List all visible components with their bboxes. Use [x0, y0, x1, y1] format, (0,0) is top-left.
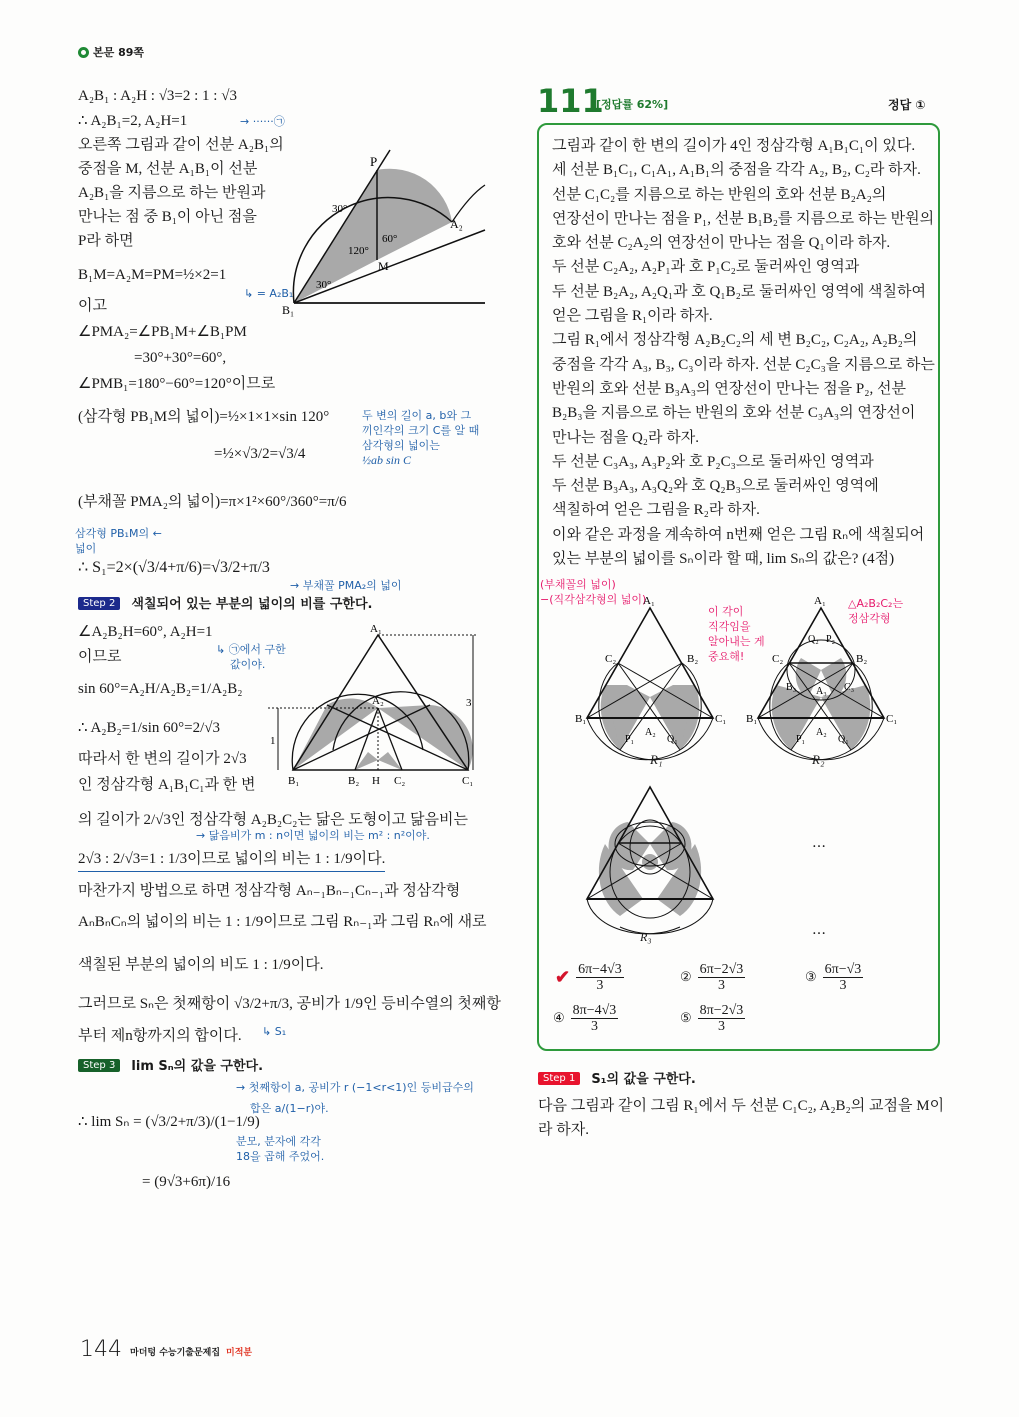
text-line: (부채꼴 PMA₂의 넓이)=π×1²×60°/360°=π/6	[78, 494, 347, 510]
page-number: 144	[80, 1337, 122, 1362]
text-line: 만나는 점 중 B₁이 아닌 점을	[78, 209, 257, 225]
svg-text:30°: 30°	[316, 279, 332, 291]
svg-text:A₁: A₁	[643, 595, 655, 607]
svg-text:60°: 60°	[382, 233, 398, 245]
svg-text:1: 1	[270, 735, 276, 747]
svg-text:H: H	[372, 775, 380, 787]
svg-text:Q₁: Q₁	[838, 734, 849, 745]
ellipsis-1: …	[812, 835, 826, 851]
step1-heading: Step 1 S₁의 값을 구한다.	[538, 1068, 696, 1087]
text-line: 의 길이가 2/√3인 정삼각형 A₂B₂C₂는 닮은 도형이고 닮음비는	[78, 812, 468, 828]
svg-text:B₃: B₃	[786, 682, 797, 693]
choice-1[interactable]: ✔ $\frac{6\pi-4√3}{3}$	[555, 962, 622, 993]
svg-text:B₂: B₂	[348, 775, 360, 787]
problem-number: 111	[537, 82, 604, 120]
text-line: AₙBₙCₙ의 넓이의 비는 1 : 1/9이므로 그림 Rₙ₋₁과 그림 Rₙ에 새로	[78, 914, 487, 930]
text-line: (삼각형 PB₁M의 넓이)=½×1×1×sin 120°	[78, 409, 330, 425]
answer-label: 정답 ①	[888, 98, 926, 112]
text-line: 라 하자.	[538, 1122, 589, 1138]
text-line: ∠PMA₂=∠PB₁M+∠B₁PM	[78, 324, 247, 340]
figure-r2	[746, 590, 896, 770]
svg-text:B₁: B₁	[288, 775, 300, 787]
text-line: A₂B₁ : A₂H : √3=2 : 1 : √3	[78, 88, 237, 104]
step3-heading: Step 3 lim Sₙ의 값을 구한다.	[78, 1055, 263, 1074]
text-line: ∠PMB₁=180°−60°=120°이므로	[78, 376, 276, 392]
svg-text:A₁: A₁	[814, 595, 826, 607]
choice-3[interactable]: ③ $\frac{6\pi-√3}{3}$	[805, 962, 862, 993]
text-line: 오른쪽 그림과 같이 선분 A₂B₁의	[78, 137, 284, 153]
note-similarity: → 닮음비가 m : n이면 넓이의 비는 m² : n²이야.	[196, 829, 430, 842]
text-line: ∴ lim Sₙ = (√3/2+π/3)/(1−1/9)	[78, 1114, 260, 1130]
problem-text: 그림과 같이 한 변의 길이가 4인 정삼각형 A₁B₁C₁이 있다. 세 선분 B₁C₁, C₁A₁, A₁B₁의 중점을 각각 A₂, B₂, C₂라 하자. 선분 C₁C₂를 지름으로 하는 반원의 호와 선분 B₂A₂의 연장선이 만나는 점을 P₁, 선분 B₁B₂를 지름으로 하는 반원의 호와 선분 C₂A₂의 연장선이 만나는 점을 Q₁이라 하자. 두 선분 C₂A₂, A₂P₁과 호 P₁C₂로 둘러싸인 영역과 두 선분 B₂A₂, A₂Q₁과 호 Q₁B₂로 둘러싸인 영역에 색칠하여 얻은 그림을 R₁이라 하자. 그림 R₁에서 정삼각형 A₂B₂C₂의 세 변 B₂C₂, C₂A₂, A₂B₂의 중점을 각각 A₃, B₃, C₃이라 하자. 선분 C₂C₃을 지름으로 하는 반원의 호와 선분 B₃A₃의 연장선이 만나는 점을 P₂, 선분 B₂B₃을 지름으로 하는 반원의 호와 선분 C₃A₃의 연장선이 만나는 점을 Q₂라 하자. 두 선분 C₃A₃, A₃P₂와 호 P₂C₃으로 둘러싸인 영역과 두 선분 B₃A₃, A₃Q₂와 호 Q₂B₃으로 둘러싸인 영역에 색칠하여 얻은 그림을 R₂라 하자. 이와 같은 과정을 계속하여 n번째 얻은 그림 Rₙ에 색칠되어 있는 부분의 넓이를 Sₙ이라 할 때, lim Sₙ의 값은? (4점)	[552, 138, 935, 568]
text-line: 색칠된 부분의 넓이의 비도 1 : 1/9이다.	[78, 957, 324, 973]
figure-triangle-semicircles	[268, 620, 490, 790]
svg-text:B₂: B₂	[687, 653, 699, 665]
svg-text:A₁: A₁	[370, 623, 382, 635]
svg-text:A₂: A₂	[372, 695, 384, 707]
svg-text:Q₁: Q₁	[667, 734, 678, 745]
svg-text:C₂: C₂	[394, 775, 406, 787]
svg-text:P₁: P₁	[625, 734, 635, 745]
svg-text:A₂: A₂	[450, 217, 463, 231]
text-line: =30°+30°=60°,	[134, 350, 227, 366]
note-a2b1: ↳ = A₂B₁	[244, 287, 294, 300]
step2-heading: Step 2 색칠되어 있는 부분의 넓이의 비를 구한다.	[78, 593, 372, 612]
annot-equilateral: △A₂B₂C₂는 정삼각형	[848, 597, 904, 625]
text-line: 그러므로 Sₙ은 첫째항이 √3/2+π/3, 공비가 1/9인 등비수열의 첫째항	[78, 996, 501, 1012]
svg-text:C₁: C₁	[886, 713, 898, 725]
caption-r2: R₂	[812, 752, 825, 767]
text-line: P라 하면	[78, 233, 134, 249]
svg-text:3: 3	[466, 697, 472, 709]
svg-text:C₁: C₁	[462, 775, 474, 787]
text-line: 중점을 M, 선분 A₁B₁이 선분	[78, 161, 258, 177]
note-sector-label: → 부채꼴 PMA₂의 넓이	[290, 579, 402, 592]
text-line: 인 정삼각형 A₁B₁C₁과 한 변	[78, 777, 256, 793]
figure-semicircle	[280, 150, 490, 320]
choice-2[interactable]: ② $\frac{6\pi-2√3}{3}$	[680, 962, 744, 993]
svg-text:B₂: B₂	[856, 653, 868, 665]
svg-text:C₂: C₂	[605, 653, 617, 665]
checkmark-icon: ✔	[555, 967, 571, 988]
step2-badge: Step 2	[78, 597, 120, 610]
text-line: 이고	[78, 298, 107, 314]
annot-right-angle: 이 각이 직각임을 알아내는 게 중요해!	[708, 605, 765, 663]
text-line: 따라서 한 변의 길이가 2√3	[78, 751, 247, 767]
text-line: = (9√3+6π)/16	[142, 1174, 231, 1190]
text-line: A₂B₁을 지름으로 하는 반원과	[78, 185, 266, 201]
choice-5[interactable]: ⑤ $\frac{8\pi-2√3}{3}$	[680, 1003, 744, 1034]
caption-r3: R₃	[640, 930, 652, 944]
header-ref: 본문 89쪽	[78, 44, 144, 60]
text-line: 마찬가지 방법으로 하면 정삼각형 Aₙ₋₁Bₙ₋₁Cₙ₋₁과 정삼각형	[78, 883, 461, 899]
svg-text:P: P	[370, 154, 378, 169]
svg-text:C₁: C₁	[715, 713, 727, 725]
svg-text:B₁: B₁	[746, 713, 758, 725]
svg-text:M: M	[378, 259, 389, 273]
figure-r3	[575, 782, 725, 932]
subject-label: 미적분	[226, 1348, 253, 1358]
note-multiply: 분모, 분자에 각각 18을 곱해 주었어.	[236, 1135, 325, 1163]
note-from-circled: ↳ ㉠에서 구한 값이야.	[216, 643, 286, 671]
text-line: =½×√3/2=√3/4	[214, 446, 306, 462]
step1-badge: Step 1	[538, 1072, 580, 1085]
correct-rate: [정답률 62%]	[596, 98, 669, 111]
choice-4[interactable]: ④ $\frac{8\pi-4√3}{3}$	[553, 1003, 617, 1034]
text-line: ∠A₂B₂H=60°, A₂H=1	[78, 624, 213, 640]
book-title: 마더텅 수능기출문제집	[130, 1348, 221, 1358]
svg-text:A₂: A₂	[816, 727, 827, 738]
text-line: 2√3 : 2/√3=1 : 1/3이므로 넓이의 비는 1 : 1/9이다.	[78, 847, 385, 872]
text-line: B₁M=A₂M=PM=½×2=1	[78, 267, 227, 283]
annot-sector: (부채꼴의 넓이) −(직각삼각형의 넓이)	[540, 578, 647, 606]
svg-text:B₁: B₁	[282, 303, 295, 317]
svg-text:A₂: A₂	[645, 727, 656, 738]
note-triangle-area: 두 변의 길이 a, b와 그 끼인각의 크기 C를 알 때 삼각형의 넓이는 ½ab sin C	[362, 409, 480, 467]
svg-text:A₃: A₃	[816, 686, 827, 697]
ellipsis-2: …	[812, 922, 826, 938]
text-line: ∴ S₁=2×(√3/4+π/6)=√3/2+π/3	[78, 559, 270, 576]
note-geometric: → 첫째항이 a, 공비가 r (−1<r<1)인 등비급수의 합은 a/(1−r)야.	[236, 1081, 474, 1115]
step3-badge: Step 3	[78, 1059, 120, 1072]
note-circled-marker: → ······㉠	[240, 115, 285, 128]
svg-text:30°: 30°	[332, 203, 348, 215]
svg-text:P₁: P₁	[796, 734, 806, 745]
caption-r1: R₁	[650, 752, 663, 767]
svg-text:B₁: B₁	[575, 713, 587, 725]
svg-text:Q₂: Q₂	[808, 634, 819, 645]
text-line: 다음 그림과 같이 그림 R₁에서 두 선분 C₁C₂, A₂B₂의 교점을 M이	[538, 1098, 945, 1114]
text-line: 이므로	[78, 649, 122, 665]
svg-text:120°: 120°	[348, 245, 369, 257]
text-line: ∴ A₂B₁=2, A₂H=1	[78, 113, 188, 129]
text-line: ∴ A₂B₂=1/sin 60°=2/√3	[78, 720, 221, 736]
svg-text:P₂: P₂	[826, 634, 836, 645]
note-triangle-label: 삼각형 PB₁M의 ← 넓이	[75, 527, 162, 555]
svg-text:C₃: C₃	[844, 682, 855, 693]
text-line: 부터 제n항까지의 합이다.	[78, 1028, 242, 1044]
text-line: sin 60°=A₂H/A₂B₂=1/A₂B₂	[78, 681, 243, 697]
note-s1: ↳ S₁	[262, 1025, 287, 1038]
svg-text:C₂: C₂	[772, 653, 784, 665]
circle-arrow-icon	[78, 47, 89, 58]
figure-r1	[575, 590, 725, 770]
